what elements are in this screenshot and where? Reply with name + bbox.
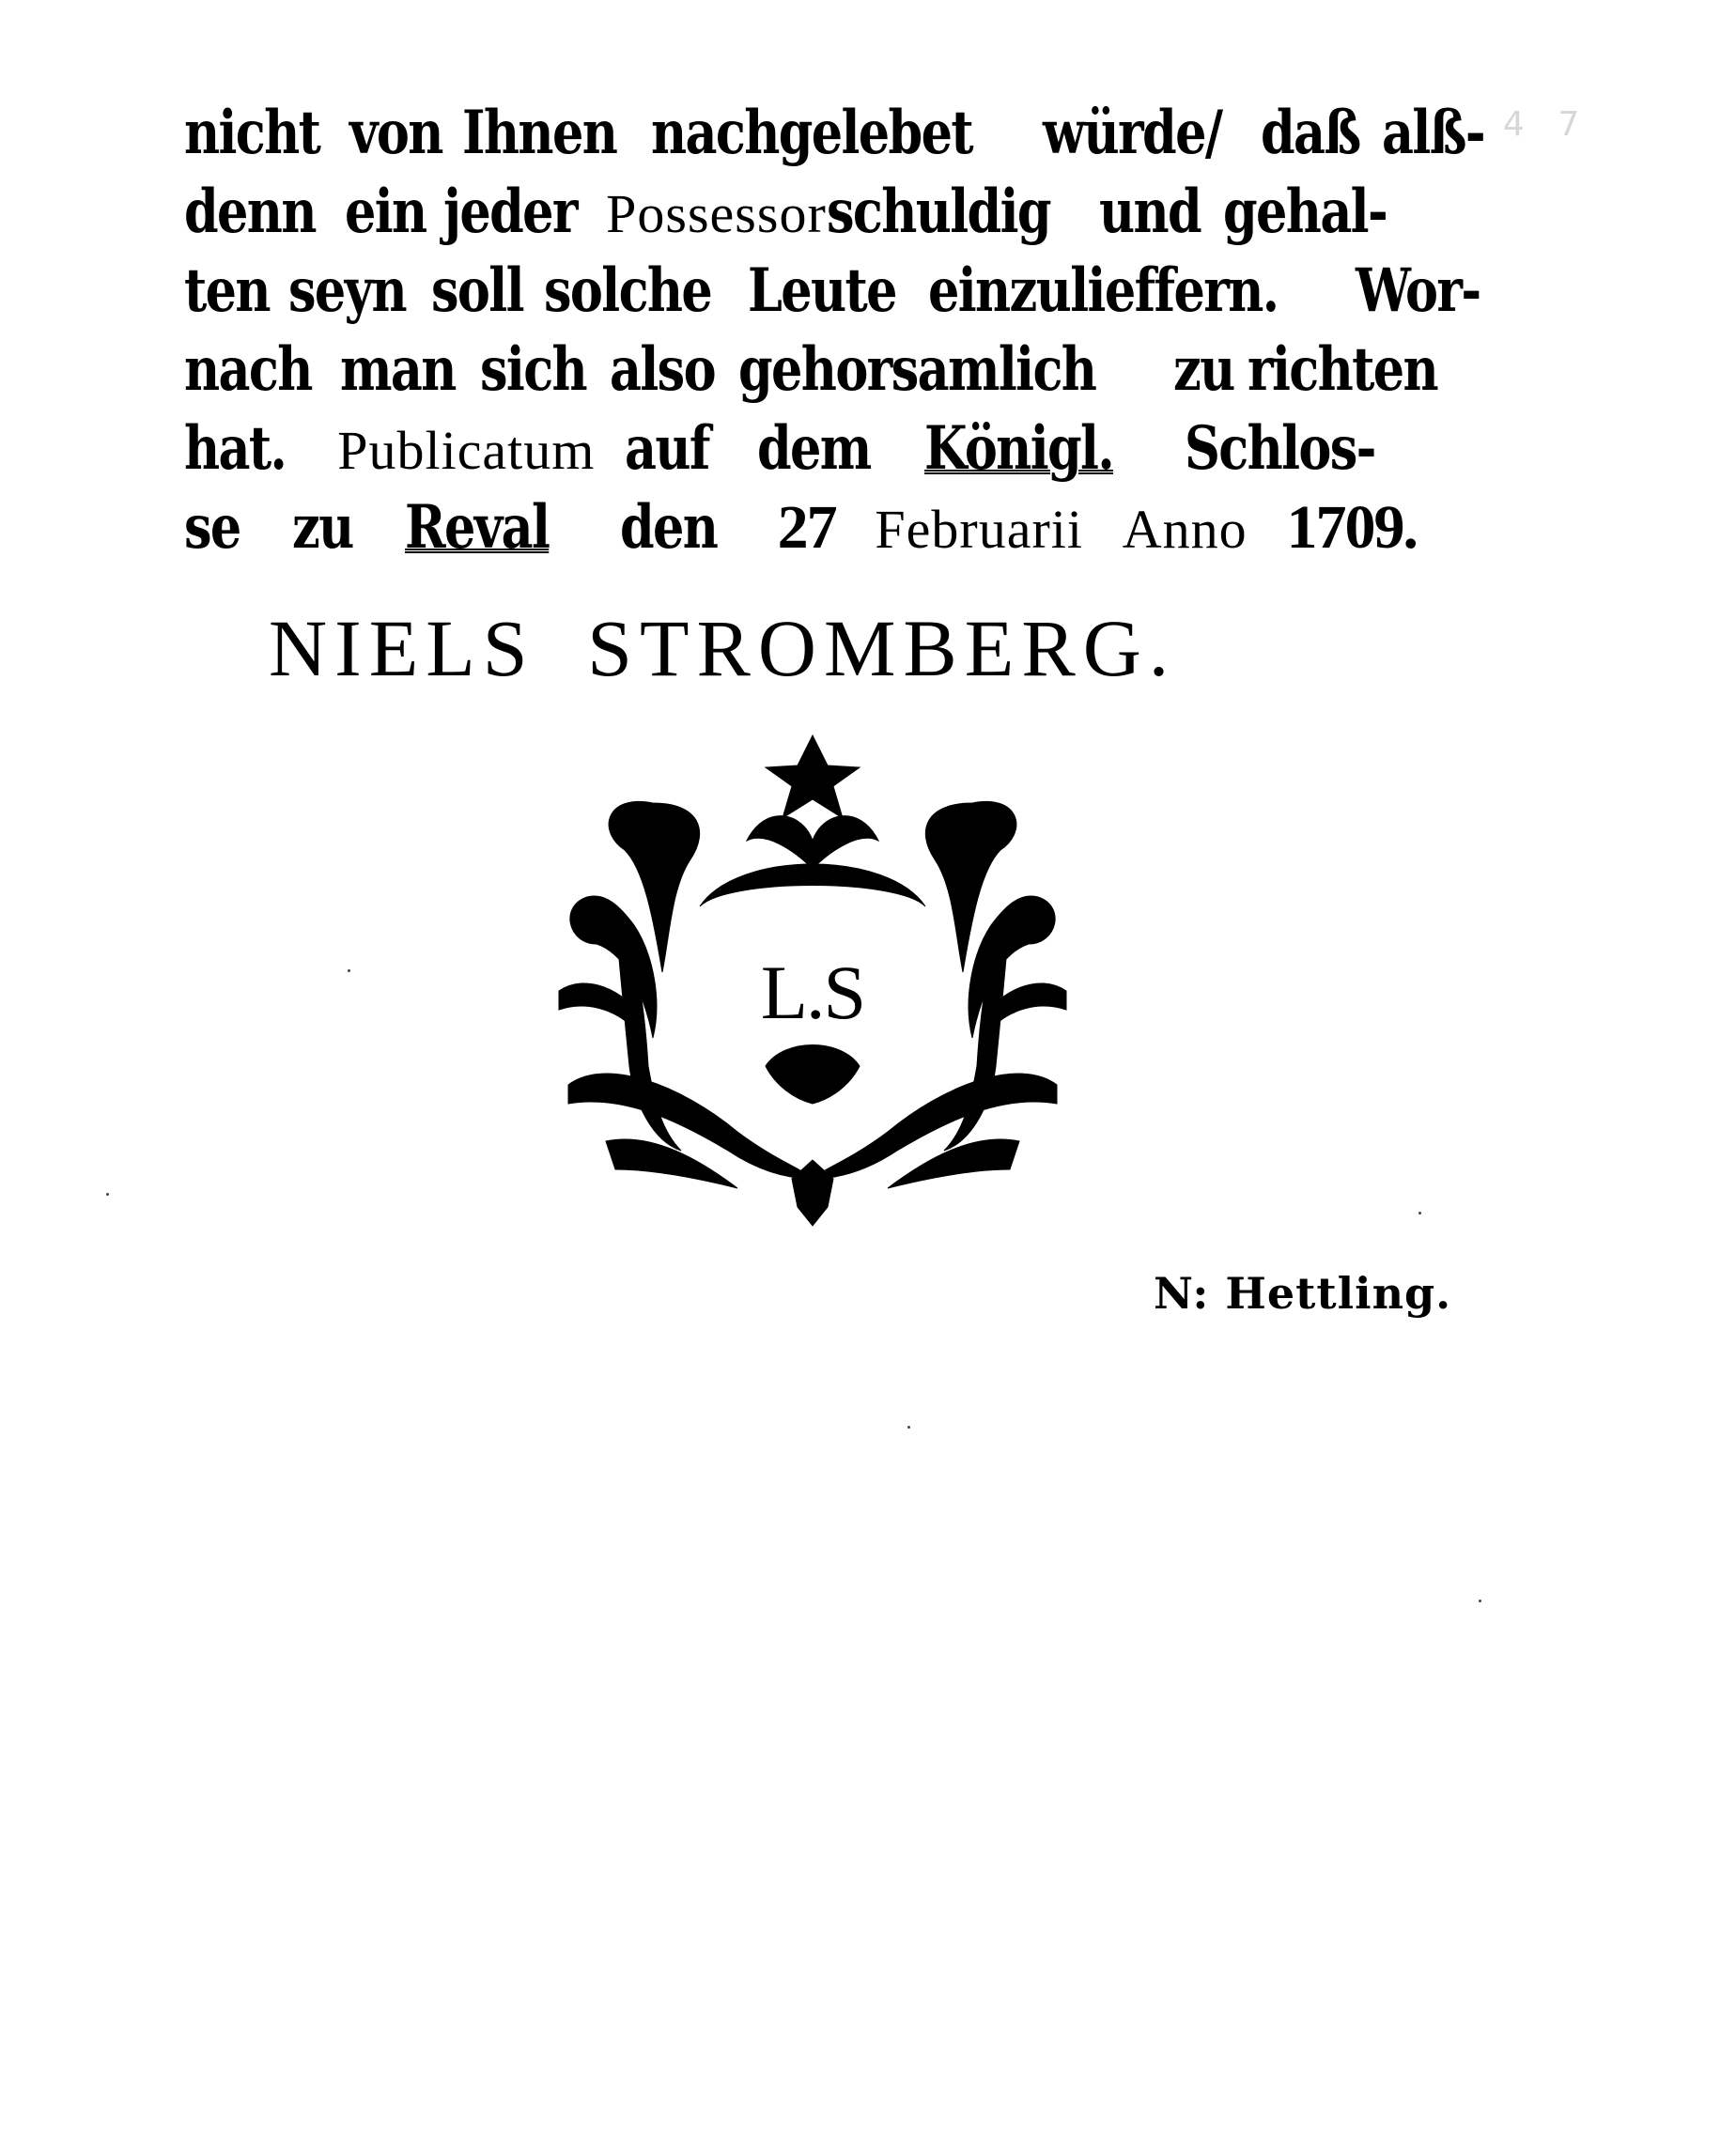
proclamation-body-text [184, 94, 1484, 567]
word: jeder [443, 177, 578, 247]
word-decorated-initial: Reval [405, 492, 550, 563]
word: dem [756, 413, 871, 484]
word: hat. [184, 413, 287, 484]
word: auf [624, 413, 709, 484]
date-year: 1709. [1286, 493, 1417, 562]
paper-speck [907, 1426, 910, 1429]
text-line-5 [184, 410, 1417, 488]
word: zu [1173, 334, 1234, 405]
word: von [349, 98, 442, 168]
word: den [619, 492, 718, 563]
word: solche [543, 255, 711, 326]
paper-speck [348, 969, 350, 972]
word: richten [1248, 334, 1438, 405]
text-line-1 [184, 94, 1484, 173]
word: Leute [747, 255, 896, 326]
word: man [339, 334, 456, 405]
word: seyn [287, 255, 406, 326]
word: soll [431, 255, 524, 326]
text-line-6 [184, 488, 1417, 567]
word: gehorsamlich [737, 334, 1095, 405]
latin-word: Publicatum [337, 420, 596, 481]
seal-ornament [550, 728, 1076, 1235]
word: alß- [1381, 98, 1484, 168]
paper-speck [106, 1193, 109, 1196]
text-line-4 [184, 331, 1438, 410]
word: Ihnen [462, 98, 617, 168]
text-line-3 [184, 252, 1480, 331]
word: Schlos- [1184, 413, 1375, 484]
date-day: 27 [777, 493, 836, 562]
word: Wor- [1355, 255, 1480, 326]
latin-word: Possessor [606, 183, 827, 244]
paper-speck [1418, 1212, 1421, 1214]
word: ten [184, 255, 270, 326]
word: zu [291, 492, 353, 563]
seal-initials: L.S [760, 950, 865, 1035]
word: schuldig [826, 177, 1050, 247]
text-line-2 [184, 173, 1417, 252]
word: und [1098, 177, 1201, 247]
word: nicht [184, 98, 320, 168]
word: denn [184, 177, 316, 247]
word: ein [344, 177, 426, 247]
word: also [610, 334, 715, 405]
paper-speck [1479, 1600, 1481, 1602]
word: gehal- [1222, 177, 1387, 247]
word: daß [1260, 98, 1360, 168]
word: würde/ [1042, 98, 1221, 168]
word: nachgelebet [650, 98, 972, 168]
word: einzulieffern. [928, 255, 1279, 326]
word: se [184, 492, 240, 563]
word: nach [184, 334, 312, 405]
countersignature: N: Hettling. [1154, 1268, 1452, 1319]
latin-word: Februarii [875, 499, 1084, 560]
word-decorated-initial: Königl. [924, 413, 1114, 484]
signature-name: NIELS STROMBERG. [269, 603, 1177, 693]
latin-word: Anno [1122, 499, 1248, 560]
word: sich [480, 334, 587, 405]
handwritten-archive-mark: 4 7 [1503, 105, 1591, 144]
